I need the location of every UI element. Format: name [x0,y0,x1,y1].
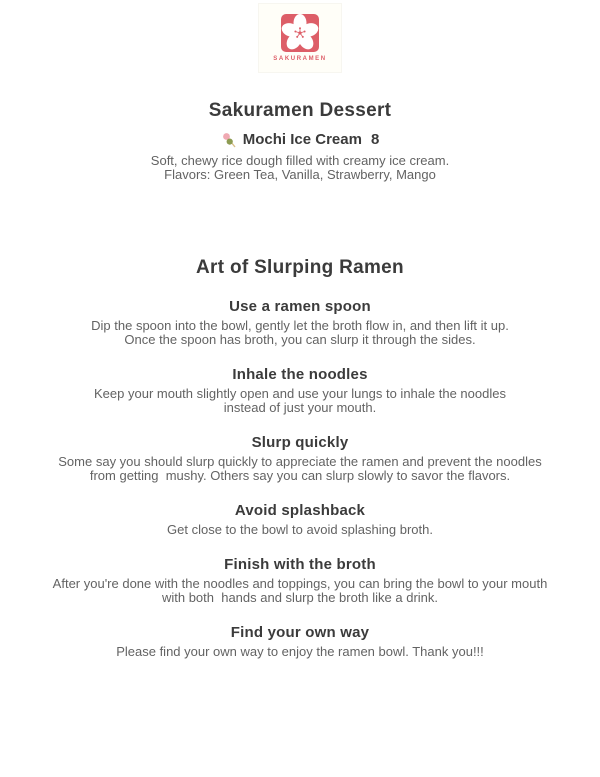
section-heading: Slurp quickly [251,434,349,451]
slurping-title: Art of Slurping Ramen [196,257,404,278]
section-text-line: from getting mushy. Others say you can slurp slowly to savor the flavors. [89,468,511,483]
menu-item-mochi [0,131,600,149]
section-heading: Use a ramen spoon [229,298,371,315]
section-text-line: Once the spoon has broth, you can slurp it through the sides. [124,332,476,347]
section-text-line: Keep your mouth slightly open and use your lungs to inhale the noodles [94,386,506,401]
section-text-line: Dip the spoon into the bowl, gently let the broth flow in, and then lift it up. [91,318,509,333]
item-desc-line: Soft, chewy rice dough filled with creamy ice cream. [150,153,450,168]
logo-brand-text: SAKURAMEN [273,56,327,62]
item-name: Mochi Ice Cream [242,131,362,148]
dessert-title: Sakuramen Dessert [208,100,392,121]
section-find-your-own-way [0,624,600,659]
logo [258,3,342,73]
dango-icon [221,132,238,149]
section-heading: Inhale the noodles [232,366,368,383]
section-heading: Finish with the broth [224,556,376,573]
section-text-line: After you're done with the noodles and toppings, you can bring the bowl to your mouth [52,576,548,591]
section-inhale-the-noodles [0,366,600,415]
section-text-line: with both hands and slurp the broth like a drink. [161,590,439,605]
section-text-line: Get close to the bowl to avoid splashing broth. [167,522,433,537]
section-heading: Find your own way [230,624,370,641]
section-heading: Avoid splashback [234,502,366,519]
section-text-line: instead of just your mouth. [223,400,377,415]
sakura-logo-icon [281,14,319,52]
item-description [0,154,600,182]
section-finish-with-the-broth [0,556,600,605]
item-price: 8 [370,131,380,148]
section-text-line: Please find your own way to enjoy the ramen bowl. Thank you!!! [116,644,484,659]
section-avoid-splashback [0,502,600,537]
section-use-a-ramen-spoon [0,298,600,347]
section-text-line: Some say you should slurp quickly to appreciate the ramen and prevent the noodles [58,454,542,469]
section-slurp-quickly [0,434,600,483]
item-desc-line: Flavors: Green Tea, Vanilla, Strawberry, Mango [164,167,436,182]
